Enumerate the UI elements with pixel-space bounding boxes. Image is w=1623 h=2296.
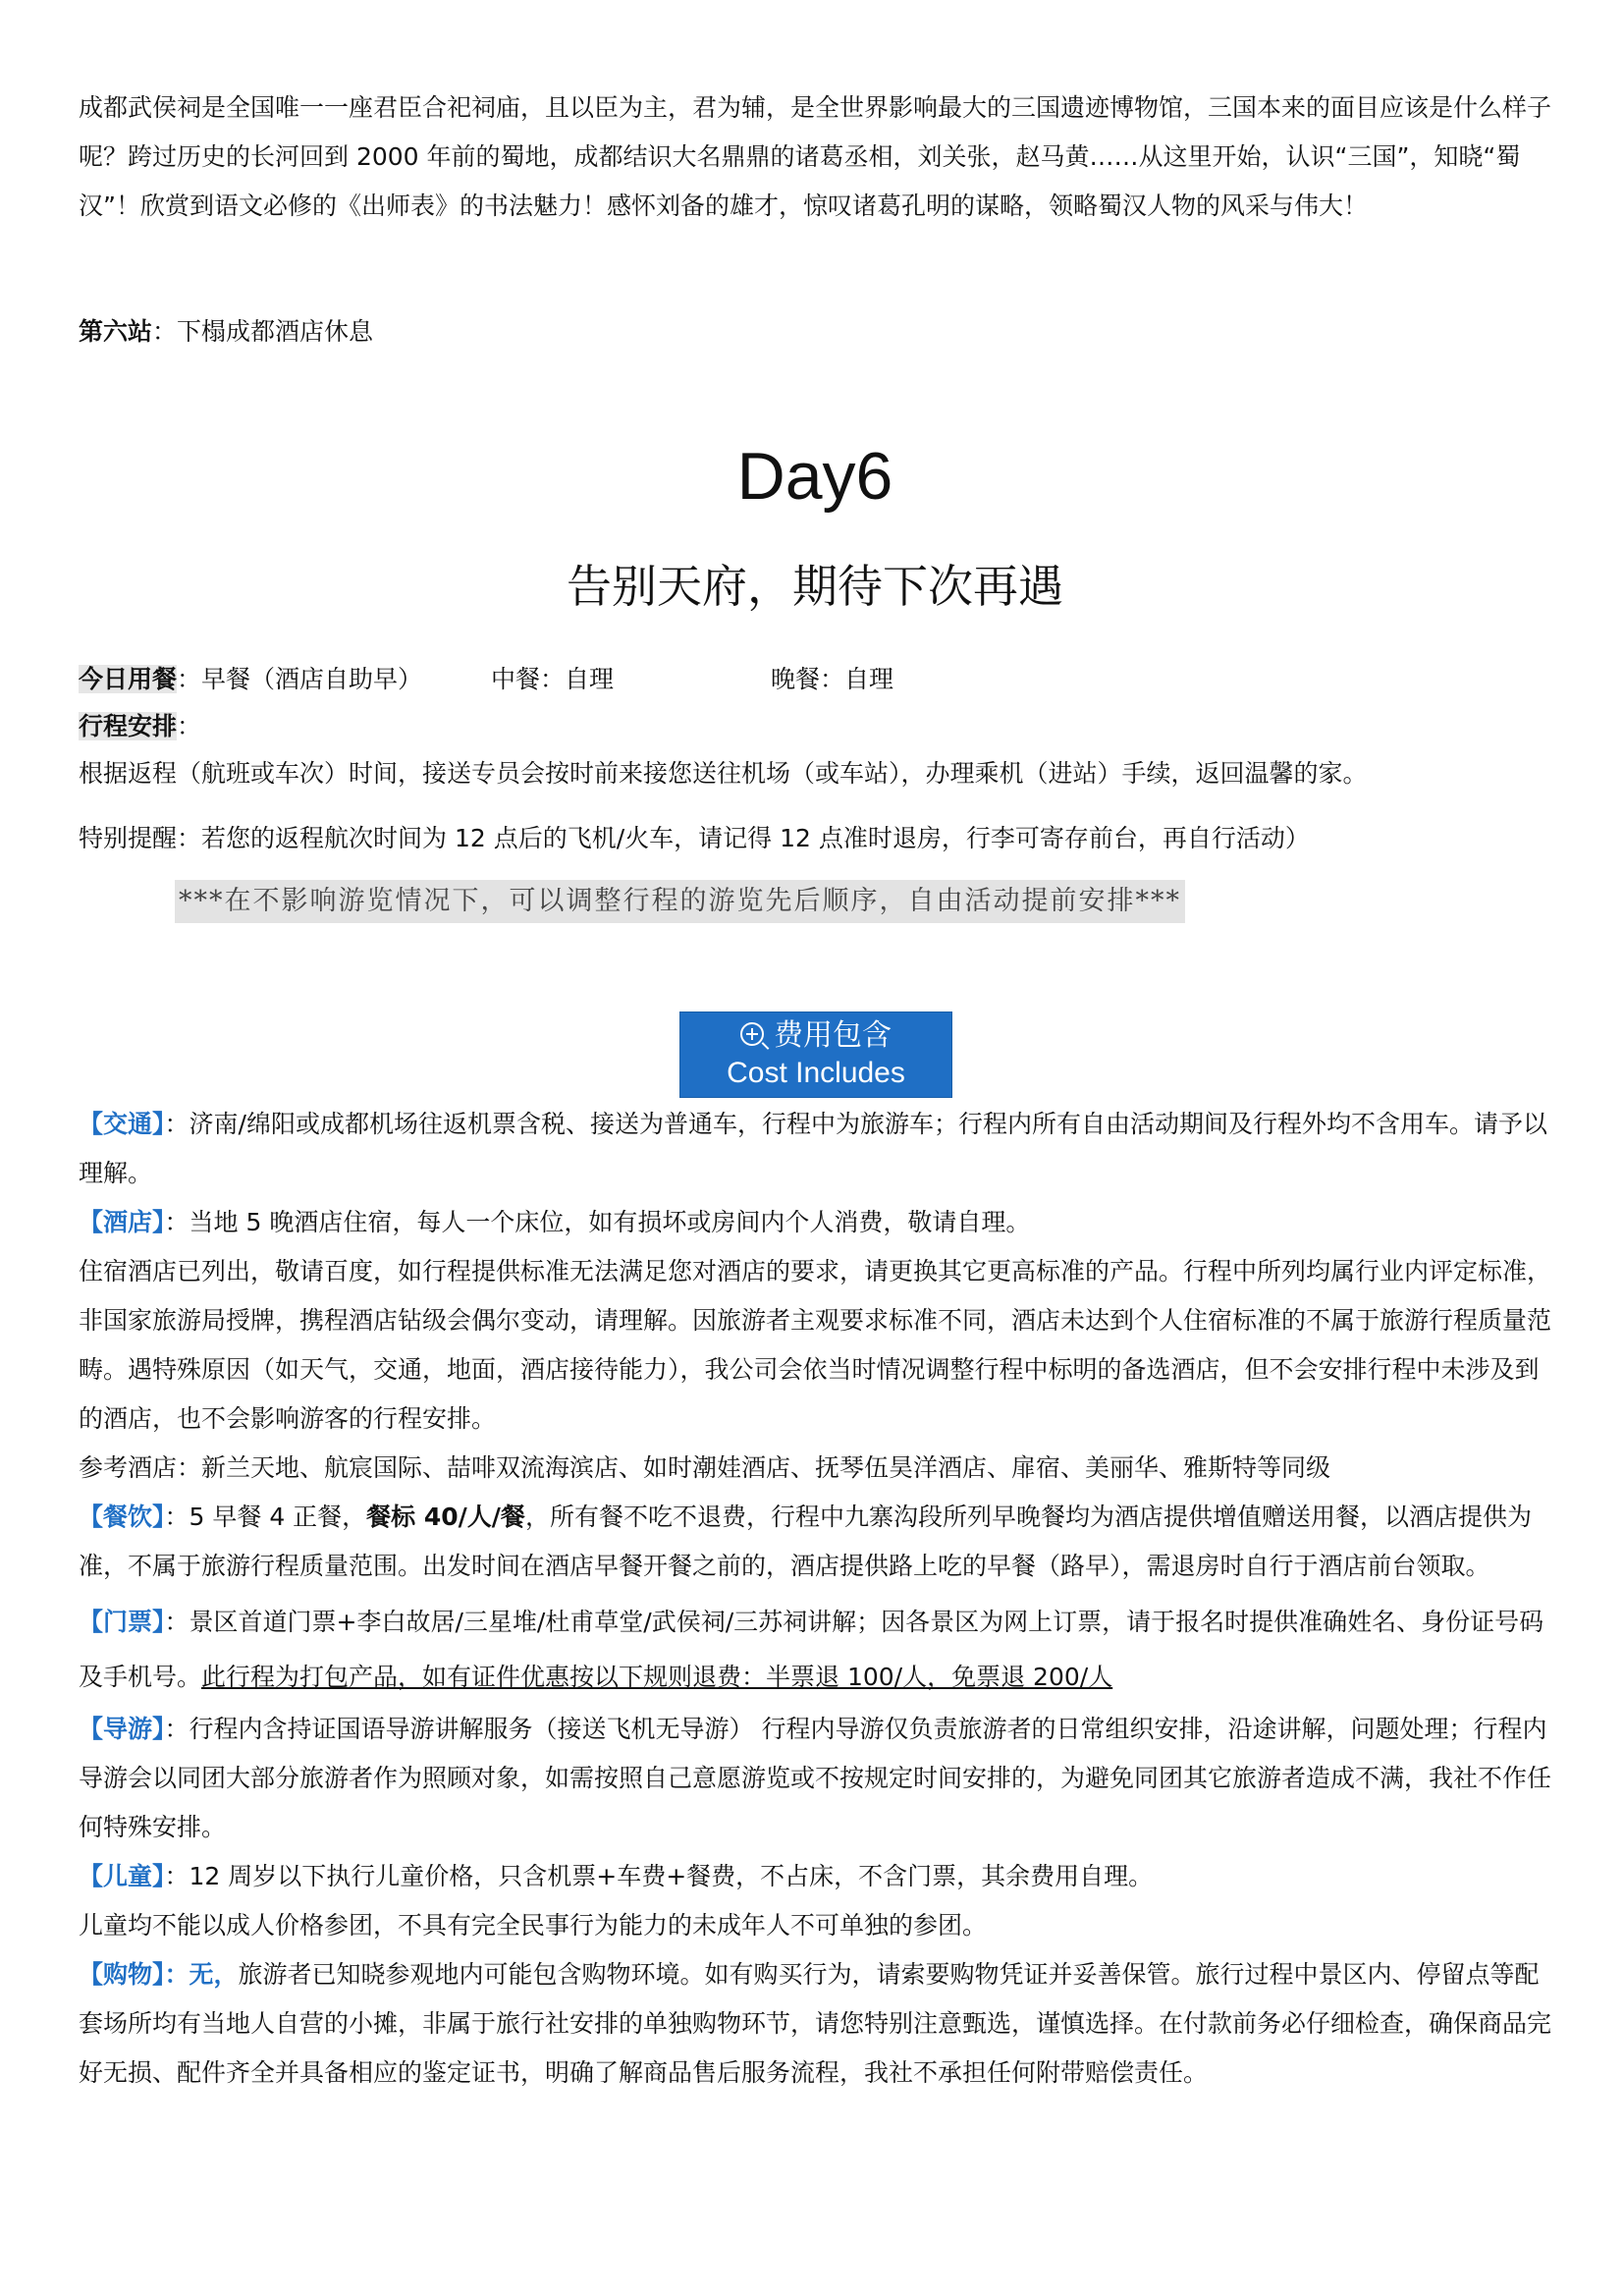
cost-includes-en: Cost Includes (727, 1057, 905, 1089)
schedule-label: 行程安排 (79, 712, 178, 740)
guide-tag: 【导游】 (79, 1715, 165, 1743)
hotel-text: ：当地 5 晚酒店住宿，每人一个床位，如有损坏或房间内个人消费，敬请自理。 (164, 1208, 1031, 1236)
guide-text: ：行程内含持证国语导游讲解服务（接送飞机无导游） 行程内导游仅负责旅游者的日常组织安排，沿途讲解，问题处理；行程内导游会以同团大部分旅游者作为照顾对象，如需按照自己意愿游览或不按规定时间安排的，为避免同团其它旅游者造成不满，我社不作任何特殊安排。 (79, 1715, 1552, 1841)
child-text: ：12 周岁以下执行儿童价格，只含机票+车费+餐费，不占床，不含门票，其余费用自理。 (164, 1862, 1154, 1890)
cost-tickets (79, 1595, 1551, 1705)
itinerary-notice: ***在不影响游览情况下，可以调整行程的游览先后顺序，自由活动提前安排*** (175, 880, 1185, 923)
meal-tag: 【餐饮】 (79, 1503, 165, 1531)
stop-six-text: ：下榻成都酒店休息 (152, 317, 374, 346)
cost-children (79, 1852, 1551, 1901)
hotel-ref-label: 参考酒店： (79, 1453, 202, 1482)
schedule-heading (79, 705, 201, 748)
ticket-refund-rule: 此行程为打包产品，如有证件优惠按以下规则退费：半票退 100/人，免票退 200/人 (201, 1663, 1113, 1691)
cost-meals (79, 1493, 1551, 1591)
shop-text: 旅游者已知晓参观地内可能包含购物环境。如有购买行为，请索要购物凭证并妥善保管。旅行过程中景区内、停留点等配套场所均有当地人自营的小摊，非属于旅行社安排的单独购物环节，请您特别注意甄选，谨慎选择。在付款前务必仔细检查，确保商品完好无损、配件齐全并具备相应的鉴定证书，明确了解商品售后服务流程，我社不承担任何附带赔偿责任。 (79, 1960, 1552, 2087)
shop-none: ：无， (164, 1960, 239, 1989)
stop-six (79, 310, 373, 354)
ticket-tag: 【门票】 (79, 1608, 165, 1636)
child-note: 儿童均不能以成人价格参团，不具有完全民事行为能力的未成年人不可单独的参团。 (79, 1911, 988, 1940)
meal-text-a: ：5 早餐 4 正餐， (164, 1503, 367, 1531)
ticket-text-a: ：景区首道门票+李白故居/三星堆/杜甫草堂/武侯祠/三苏祠讲解；因各景区为网上订票，请于报名时提供准确姓名、身份证号码及手机号。 (79, 1608, 1544, 1691)
hotel-note: 住宿酒店已列出，敬请百度，如行程提供标准无法满足您对酒店的要求，请更换其它更高标准的产品。行程中所列均属行业内评定标准，非国家旅游局授牌，携程酒店钻级会偶尔变动，请理解。因旅游者主观要求标准不同，酒店未达到个人住宿标准的不属于旅游行程质量范畴。遇特殊原因（如天气，交通，地面，酒店接待能力），我公司会依当时情况调整行程中标明的备选酒店，但不会安排行程中未涉及到的酒店，也不会影响游客的行程安排。 (79, 1257, 1552, 1433)
child-tag: 【儿童】 (79, 1862, 165, 1890)
cost-shopping (79, 1950, 1551, 2098)
meals-label: 今日用餐 (79, 665, 178, 693)
schedule-text: 根据返程（航班或车次）时间，接送专员会按时前来接您送往机场（或车站），办理乘机（进站）手续，返回温馨的家。 (79, 759, 1368, 788)
cost-guide (79, 1705, 1551, 1852)
cost-includes-button[interactable] (679, 1011, 952, 1098)
special-reminder: 特别提醒：若您的返程航次时间为 12 点后的飞机/火车，请记得 12 点准时退房，行李可寄存前台，再自行活动） (79, 824, 1310, 852)
meals-breakfast: ：早餐（酒店自助早） (177, 665, 423, 693)
day-subtitle: 告别天府，期待下次再遇 (567, 560, 1063, 613)
cost-includes-cn: 费用包含 (774, 1018, 892, 1053)
transport-text: ：济南/绵阳或成都机场往返机票含税、接送为普通车，行程中为旅游车；行程内所有自由活动期间及行程外均不含用车。请予以理解。 (79, 1110, 1547, 1187)
stop-six-label: 第六站 (79, 317, 153, 346)
schedule-colon: ： (177, 712, 202, 740)
intro-paragraph: 成都武侯祠是全国唯一一座君臣合祀祠庙，且以臣为主，君为辅，是全世界影响最大的三国遗迹博物馆，三国本来的面目应该是什么样子呢？跨过历史的长河回到 2000 年前的蜀地，成都结识大名鼎鼎的诸葛丞相，刘关张，赵马黄……从这里开始，认识“三国”，知晓“蜀汉”！欣赏到语文必修的《出师表》的书法魅力！感怀刘备的雄才，惊叹诸葛孔明的谋略，领略蜀汉人物的风采与伟大！ (79, 93, 1552, 220)
meals-line (79, 658, 893, 701)
hotel-ref-text: 新兰天地、航宸国际、喆啡双流海滨店、如时潮娃酒店、抚琴伍昊洋酒店、扉宿、美丽华、雅斯特等同级 (201, 1453, 1331, 1482)
meals-dinner: 晚餐：自理 (771, 665, 894, 693)
hotel-reference (79, 1444, 1551, 1493)
shop-tag: 【购物】 (79, 1960, 165, 1989)
cost-hotel (79, 1198, 1551, 1247)
hotel-tag: 【酒店】 (79, 1208, 165, 1236)
meals-lunch: 中餐：自理 (491, 665, 615, 693)
cost-list (79, 1100, 1551, 2098)
day-title: Day6 (736, 439, 893, 514)
meal-text-c: ，所有餐不吃不退费，行程中九寨沟段所列早晚餐均为酒店提供增值赠送用餐，以酒店提供为准，不属于旅游行程质量范围。出发时间在酒店早餐开餐之前的，酒店提供路上吃的早餐（路早），需退房时自行于酒店前台领取。 (79, 1503, 1532, 1580)
transport-tag: 【交通】 (79, 1110, 165, 1138)
cost-transport (79, 1100, 1551, 1198)
meal-standard: 餐标 40/人/餐 (366, 1503, 525, 1531)
zoom-in-icon (740, 1022, 764, 1046)
